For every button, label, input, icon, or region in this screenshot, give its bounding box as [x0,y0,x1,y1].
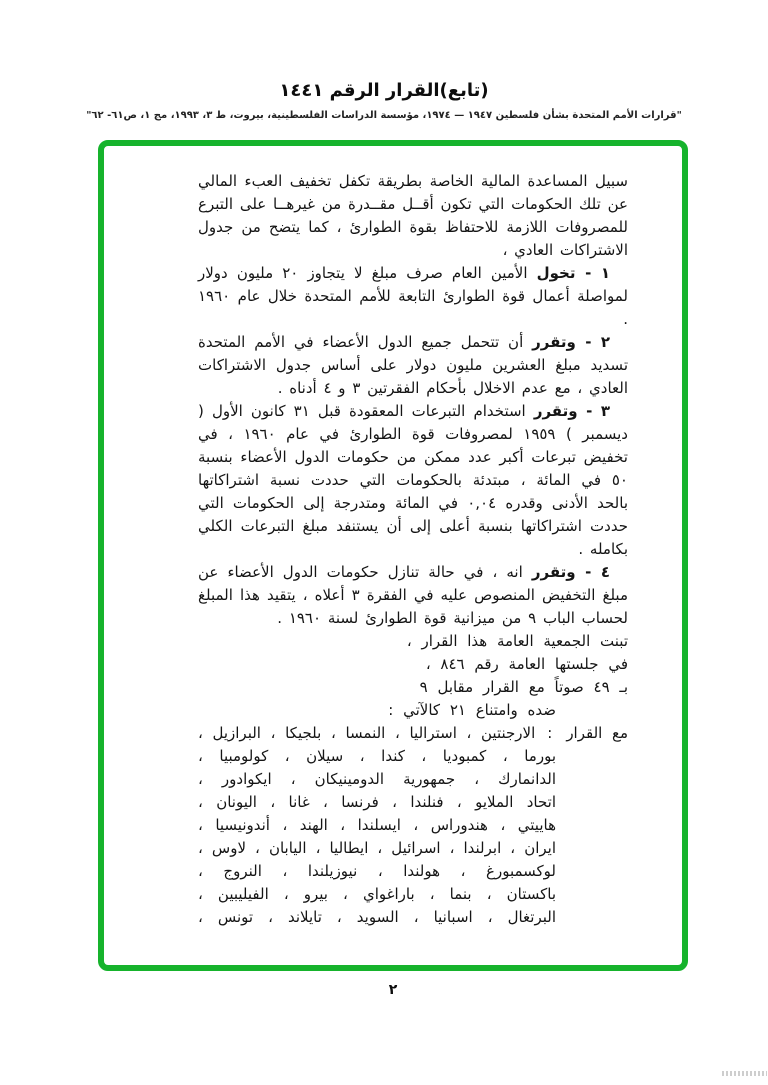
page-header [0,80,768,121]
vote-countries-line: بورما ، كمبوديا ، كندا ، سيلان ، كولومبيا ، [198,747,556,765]
adoption-line: في جلستها العامة رقم ٨٤٦ ، [425,655,628,673]
resolution-body-text [198,170,628,957]
clause-2-number: ٢ - [575,333,610,351]
clause-1-keyword: تخول [536,264,576,282]
clause-4 [198,561,628,630]
clause-1 [198,262,628,331]
clause-1-text: الأمين العام صرف مبلغ لا يتجاوز ٢٠ مليون دولار لمواصلة أعمال قوة الطوارئ التابعة للأمم المتحدة خلال عام ١٩٦٠ . [198,264,628,328]
source-citation: "قرارات الأمم المتحدة بشأن فلسطين ١٩٤٧ — ١٩٧٤، مؤسسة الدراسات الفلسطينية، بيروت، ط ٣، ١٩٩٣، مج ١، ص٦١- ٦٢" [86,110,682,121]
clause-2 [198,331,628,400]
green-border-frame [98,140,688,971]
clause-2-text: أن تتحمل جميع الدول الأعضاء في الأمم المتحدة تسديد مبلغ العشرين مليون دولار على أساس جدول الاشتراكات العادي ، مع عدم الاخلال بأحكام الفقرتين ٣ و ٤ أدناه . [198,333,628,397]
corner-micro-text-smudge [722,1071,767,1076]
clause-3-number: ٣ - [577,402,611,420]
vote-label-colon: : [547,724,553,742]
vote-for-line [198,722,628,745]
clause-4-number: ٤ - [575,563,611,581]
vote-for-label: مع القرار [566,724,628,742]
vote-result-list [198,722,628,929]
adoption-line: تبنت الجمعية العامة هذا القرار ، [406,632,628,650]
paragraph-intro: سبيل المساعدة المالية الخاصة بطريقة تكفل تخفيف العبء المالي عن تلك الحكومات التي تكون أقــل مقــدرة من غيرهــا على التبرع للمصروفات اللازمة للاحتفاظ بقوة الطوارئ ، كما يتضح من جدول الاشتراكات العادي ، [198,172,628,259]
vote-countries-line: البرتغال ، اسبانيا ، السويد ، تايلاند ، تونس ، [198,908,556,926]
vote-countries-line: باكستان ، بنما ، باراغواي ، بيرو ، الفيليبين ، [198,885,556,903]
adoption-line: ضده وامتناع ٢١ كالآتي : [388,701,556,719]
vote-countries-line: هاييتي ، هندوراس ، ايسلندا ، الهند ، أندونيسيا ، [198,816,556,834]
clause-2-keyword: وتقرر [532,333,576,351]
vote-countries-line: ايران ، ابرلندا ، اسرائيل ، ايطاليا ، اليابان ، لاوس ، [198,839,556,857]
clause-3 [198,400,628,561]
page-number: ٢ [388,982,398,998]
clause-1-number: ١ - [575,264,611,282]
resolution-title: (تابع)القرار الرقم ١٤٤١ [279,80,489,101]
vote-countries-line: لوكسمبورغ ، هولندا ، نيوزيلندا ، النروج ، [198,862,556,880]
clause-4-keyword: وتقرر [531,563,576,581]
vote-countries-line: الارجنتين ، استراليا ، النمسا ، بلجيكا ، البرازيل ، [198,724,536,742]
adoption-line: بـ ٤٩ صوتاً مع القرار مقابل ٩ [419,678,628,696]
vote-countries-line: الدانمارك ، جمهورية الدومينيكان ، ايكوادور ، [198,770,556,788]
clause-4-text: انه ، في حالة تنازل حكومات الدول الأعضاء عن مبلغ التخفيض المنصوص عليه في الفقرة ٣ أعلاه ، يتقيد هذا المبلغ لحساب الباب ٩ من ميزانية قوة الطوارئ لسنة ١٩٦٠ . [198,563,628,627]
clause-3-text: استخدام التبرعات المعقودة قبل ٣١ كانون الأول ( ديسمبر ) ١٩٥٩ لمصروفات قوة الطوارئ في عام ١٩٦٠ ، في تخفيض تبرعات أكبر عدد ممكن من حكومات الدول الأعضاء بنسبة ٥٠ في المائة ، مبتدئة بالحكومات التي حددت نسبة اشتراكاتها بالحد الأدنى وقدره ٠,٠٤ في المائة ومتدرجة إلى الحكومات التي حددت اشتراكاتها بنسبة أعلى إلى أن يستنفد مبلغ التبرعات الكلي بكامله . [198,402,628,558]
clause-3-keyword: وتقرر [533,402,578,420]
vote-countries-line: اتحاد الملايو ، فنلندا ، فرنسا ، غانا ، اليونان ، [198,793,556,811]
